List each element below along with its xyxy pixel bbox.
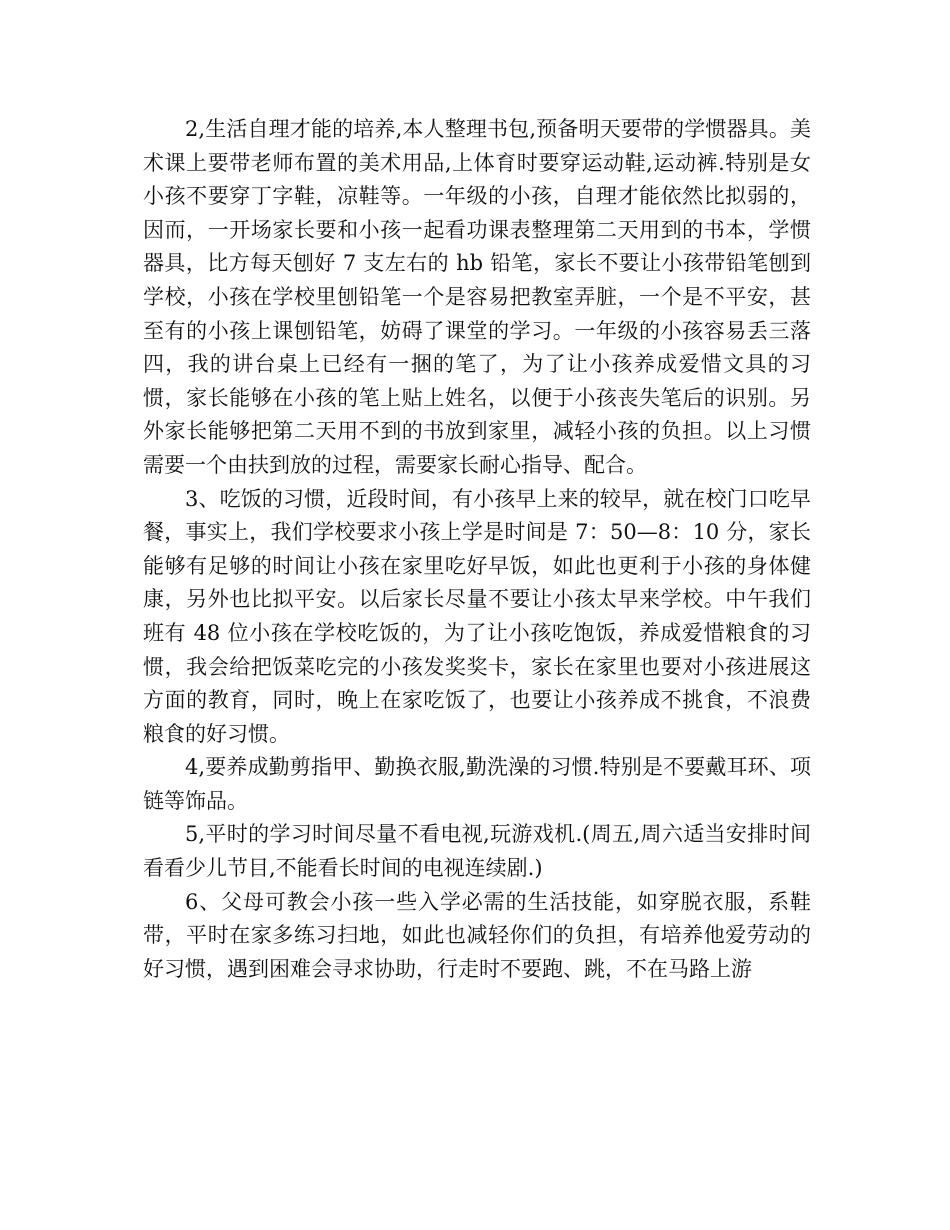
paragraph-hygiene: 4,要养成勤剪指甲、勤换衣服,勤洗澡的习惯.特别是不要戴耳环、项链等饰品。 (143, 755, 811, 813)
paragraph-life-skills: 6、父母可教会小孩一些入学必需的生活技能，如穿脱衣服，系鞋带，平时在家多练习扫地，如此也减轻你们的负担，有培养他爱劳动的好习惯，遇到困难会寻求协助，行走时不要跑、跳，不在马路上游 (143, 889, 811, 981)
paragraph-tv-games: 5,平时的学习时间尽量不看电视,玩游戏机.(周五,周六适当安排时间看看少儿节目,不能看长时间的电视连续剧.) (143, 822, 811, 881)
paragraph-eating-habits: 3、吃饭的习惯，近段时间，有小孩早上来的较早，就在校门口吃早餐，事实上，我们学校要求小孩上学是时间是 7：50—8：10 分，家长能够有足够的时间让小孩在家里吃好早饭，如此也更利于小孩的身体健康，另外也比拟平安。以后家长尽量不要让小孩太早来学校。中午我们班有 48 位小孩在学校吃饭的，为了让小孩吃饱饭，养成爱惜粮食的习惯，我会给把饭菜吃完的小孩发奖奖卡，家长在家里也要对小孩进展这方面的教育，同时，晚上在家吃饭了，也要让小孩养成不挑食，不浪费粮食的好习惯。 (143, 486, 811, 746)
document-page (143, 113, 811, 986)
paragraph-self-care: 2,生活自理才能的培养,本人整理书包,预备明天要带的学惯器具。美术课上要带老师布置的美术用品,上体育时要穿运动鞋,运动裤.特别是女小孩不要穿丁字鞋，凉鞋等。一年级的小孩，自理才能依然比拟弱的，因而，一开场家长要和小孩一起看功课表整理第二天用到的书本，学惯器具，比方每天刨好 7 支左右的 hb 铅笔，家长不要让小孩带铅笔刨到学校，小孩在学校里刨铅笔一个是容易把教室弄脏，一个是不平安，甚至有的小孩上课刨铅笔，妨碍了课堂的学习。一年级的小孩容易丢三落四，我的讲台桌上已经有一捆的笔了，为了让小孩养成爱惜文具的习惯，家长能够在小孩的笔上贴上姓名，以便于小孩丧失笔后的识别。另外家长能够把第二天用不到的书放到家里，减轻小孩的负担。以上习惯需要一个由扶到放的过程，需要家长耐心指导、配合。 (143, 117, 811, 477)
